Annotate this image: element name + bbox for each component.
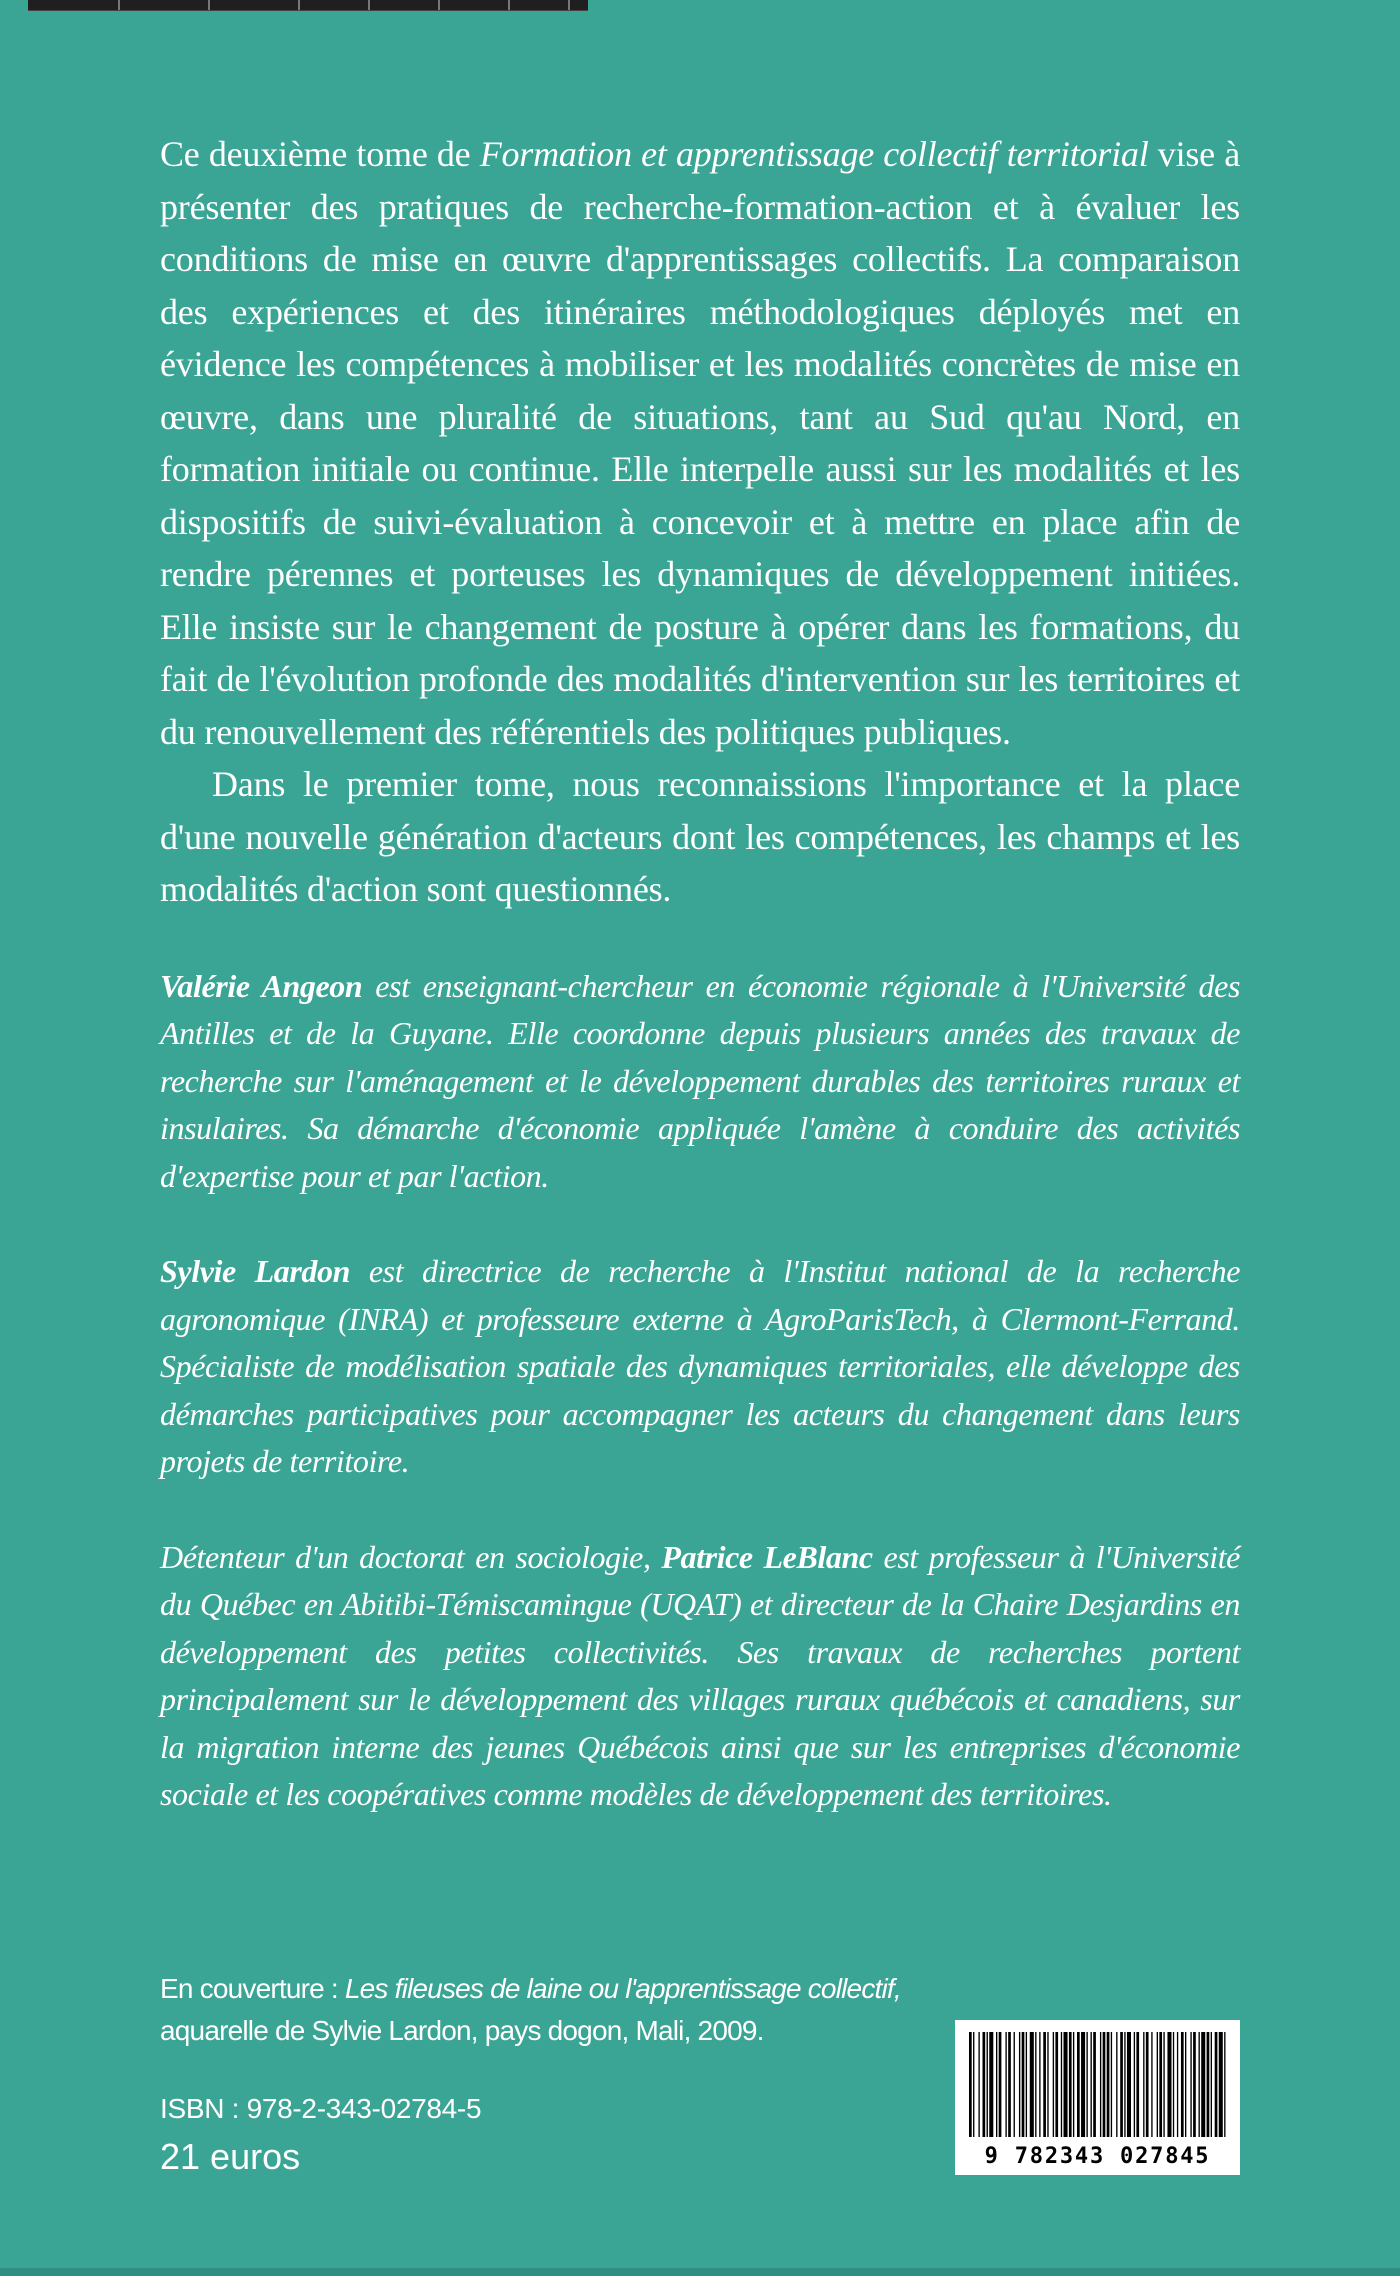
author-name: Patrice LeBlanc [661,1538,873,1575]
book-title: Formation et apprentissage collectif territorial [479,134,1149,174]
isbn: ISBN : 978-2-343-02784-5 [160,2093,482,2124]
artwork-title: Les fileuses de laine ou l'apprentissage collectif, [344,1973,901,2004]
book-description [160,128,1240,1819]
price: 21 euros [160,2136,301,2177]
barcode-digits: 9 782343 027845 [984,2144,1211,2169]
author-bio-leblanc: Détenteur d'un doctorat en sociologie, Patrice LeBlanc est professeur à l'Université du Québec en Abitibi-Témiscamingue (UQAT) et directeur de la Chaire Desjardins en développement des petites collectivités. Ses travaux de recherches portent principalement sur le développement des villages ruraux québécois et canadiens, sur la migration interne des jeunes Québécois ainsi que sur les entreprises d'économie sociale et les coopératives comme modèles de développement des territoires. [160,1538,1240,1812]
author-bio-lardon: Sylvie Lardon est directrice de recherche à l'Institut national de la recherche agronomique (INRA) et professeure externe à AgroParisTech, à Clermont-Ferrand. Spécialiste de modélisation spatiale des dynamiques territoriales, elle développe des démarches participatives pour accompagner les acteurs du changement dans leurs projets de territoire. [160,1253,1240,1479]
description-paragraph-1: Ce deuxième tome de Formation et apprentissage collectif territorial vise à présenter des pratiques de recherche-formation-action et à évaluer les conditions de mise en œuvre d'apprentissages collectifs. La comparaison des expériences et des itinéraires méthodologiques déployés met en évidence les compétences à mobiliser et les modalités concrètes de mise en œuvre, dans une pluralité de situations, tant au Sud qu'au Nord, en formation initiale ou continue. Elle interpelle aussi sur les modalités et les dispositifs de suivi-évaluation à concevoir et à mettre en place afin de rendre pérennes et porteuses les dynamiques de développement initiées. Elle insiste sur le changement de posture à opérer dans les formations, du fait de l'évolution profonde des modalités d'intervention sur les territoires et du renouvellement des référentiels des politiques publiques. [160,134,1240,752]
barcode-bars-icon [967,2032,1228,2137]
author-name: Sylvie Lardon [160,1253,351,1289]
cover-credits: En couverture : Les fileuses de laine ou l'apprentissage collectif, aquarelle de Sylvie Lardon, pays dogon, Mali, 2009. [160,1973,901,2046]
bottom-edge [0,2268,1400,2276]
description-paragraph-2: Dans le premier tome, nous reconnaissions l'importance et la place d'une nouvelle génération d'acteurs dont les compétences, les champs et les modalités d'action sont questionnés. [160,764,1240,909]
author-name: Valérie Angeon [160,967,363,1004]
author-bio-angeon: Valérie Angeon est enseignant-chercheur en économie régionale à l'Université des Antilles et de la Guyane. Elle coordonne depuis plusieurs années des travaux de recherche sur l'aménagement et le développement durables des territoires ruraux et insulaires. Sa démarche d'économie appliquée l'amène à conduire des activités d'expertise pour et par l'action. [160,967,1240,1194]
top-dark-strip [28,0,588,11]
barcode [955,2020,1240,2175]
